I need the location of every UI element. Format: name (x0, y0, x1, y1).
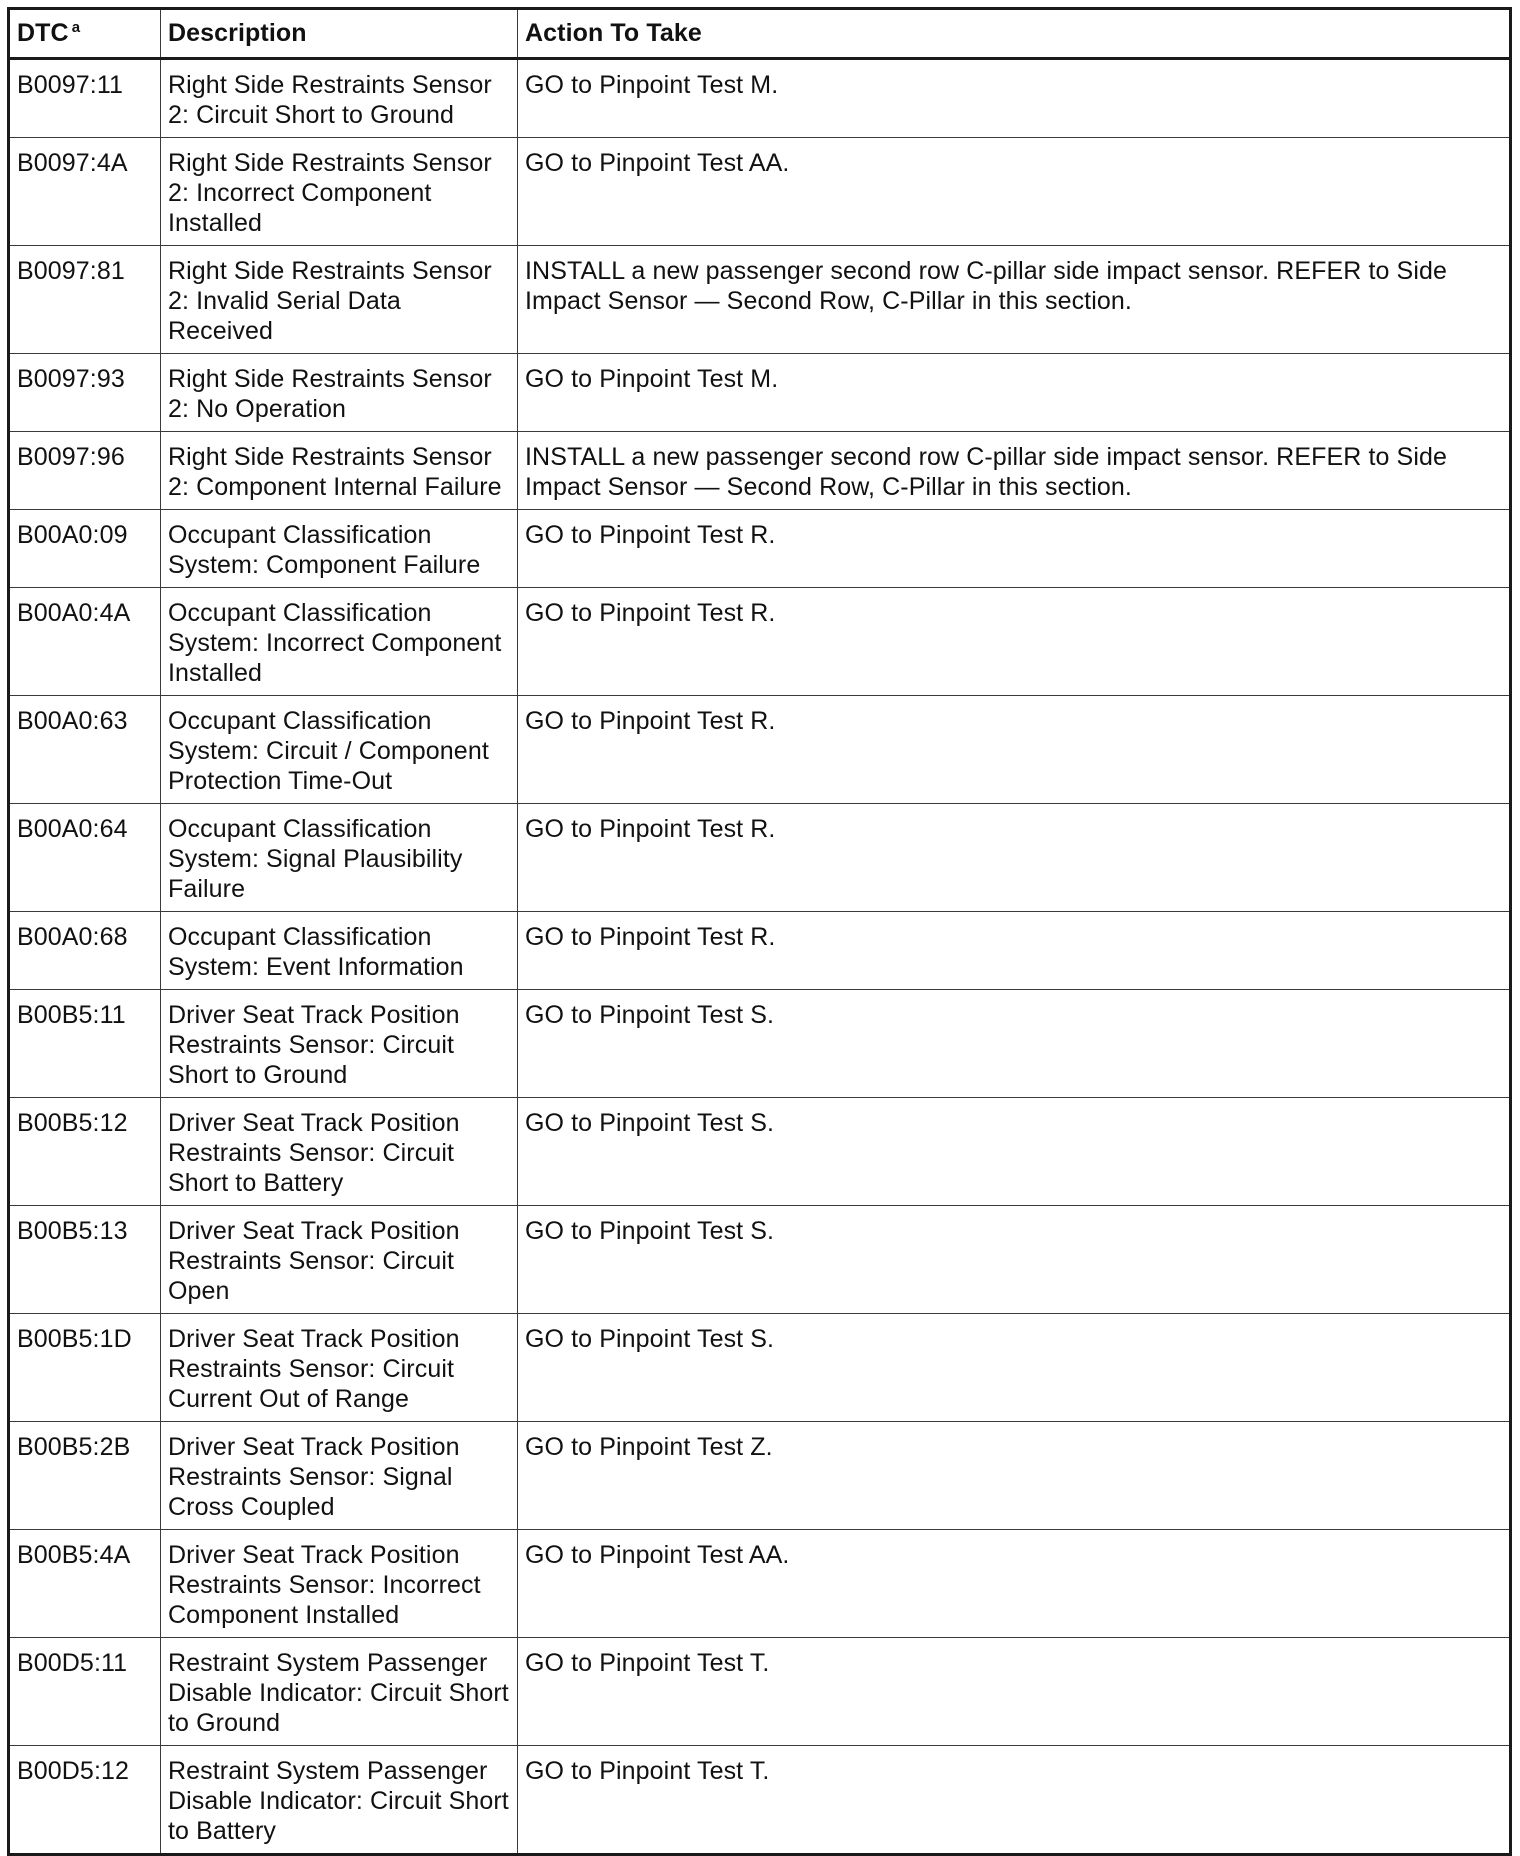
dtc-action: GO to Pinpoint Test R. (518, 804, 1511, 912)
dtc-code: B00B5:1D (9, 1314, 161, 1422)
dtc-code: B00B5:12 (9, 1098, 161, 1206)
header-row (9, 9, 1511, 59)
dtc-action: GO to Pinpoint Test R. (518, 588, 1511, 696)
dtc-code: B00B5:4A (9, 1530, 161, 1638)
dtc-code: B00A0:09 (9, 510, 161, 588)
dtc-action: INSTALL a new passenger second row C-pillar side impact sensor. REFER to Side Impact Sensor — Second Row, C-Pillar in this section. (518, 246, 1511, 354)
dtc-action: GO to Pinpoint Test S. (518, 1206, 1511, 1314)
dtc-description: Right Side Restraints Sensor 2: Component Internal Failure (161, 432, 518, 510)
header-description: Description (161, 9, 518, 59)
dtc-code: B00A0:63 (9, 696, 161, 804)
dtc-action: GO to Pinpoint Test R. (518, 912, 1511, 990)
dtc-code: B00B5:11 (9, 990, 161, 1098)
table-row (9, 1746, 1511, 1855)
dtc-description: Driver Seat Track Position Restraints Sensor: Circuit Short to Ground (161, 990, 518, 1098)
dtc-code: B00D5:12 (9, 1746, 161, 1855)
dtc-action: GO to Pinpoint Test S. (518, 1314, 1511, 1422)
dtc-action: GO to Pinpoint Test M. (518, 59, 1511, 138)
dtc-action: GO to Pinpoint Test M. (518, 354, 1511, 432)
table-row (9, 1098, 1511, 1206)
dtc-code: B0097:96 (9, 432, 161, 510)
dtc-code: B0097:4A (9, 138, 161, 246)
dtc-action: GO to Pinpoint Test AA. (518, 1530, 1511, 1638)
dtc-action: GO to Pinpoint Test R. (518, 510, 1511, 588)
dtc-description: Right Side Restraints Sensor 2: Incorrect Component Installed (161, 138, 518, 246)
table-row (9, 912, 1511, 990)
table-row (9, 432, 1511, 510)
dtc-description: Restraint System Passenger Disable Indicator: Circuit Short to Ground (161, 1638, 518, 1746)
table-row (9, 588, 1511, 696)
dtc-action: GO to Pinpoint Test T. (518, 1638, 1511, 1746)
dtc-description: Right Side Restraints Sensor 2: Invalid Serial Data Received (161, 246, 518, 354)
table-row (9, 1638, 1511, 1746)
dtc-action: GO to Pinpoint Test AA. (518, 138, 1511, 246)
dtc-description: Driver Seat Track Position Restraints Sensor: Signal Cross Coupled (161, 1422, 518, 1530)
dtc-description: Right Side Restraints Sensor 2: Circuit Short to Ground (161, 59, 518, 138)
table-row (9, 990, 1511, 1098)
dtc-code: B00A0:64 (9, 804, 161, 912)
header-dtc-label: DTC (17, 19, 69, 47)
dtc-description: Driver Seat Track Position Restraints Sensor: Circuit Open (161, 1206, 518, 1314)
dtc-description: Driver Seat Track Position Restraints Sensor: Circuit Current Out of Range (161, 1314, 518, 1422)
dtc-description: Occupant Classification System: Signal Plausibility Failure (161, 804, 518, 912)
table-row (9, 804, 1511, 912)
dtc-description: Occupant Classification System: Component Failure (161, 510, 518, 588)
dtc-action: GO to Pinpoint Test R. (518, 696, 1511, 804)
dtc-description: Occupant Classification System: Circuit / Component Protection Time-Out (161, 696, 518, 804)
table-row (9, 1314, 1511, 1422)
dtc-description: Driver Seat Track Position Restraints Sensor: Incorrect Component Installed (161, 1530, 518, 1638)
table-row (9, 1422, 1511, 1530)
table-row (9, 1206, 1511, 1314)
dtc-table (7, 7, 1512, 1856)
table-row (9, 246, 1511, 354)
dtc-code: B00B5:2B (9, 1422, 161, 1530)
dtc-action: INSTALL a new passenger second row C-pillar side impact sensor. REFER to Side Impact Sensor — Second Row, C-Pillar in this section. (518, 432, 1511, 510)
dtc-code: B00A0:68 (9, 912, 161, 990)
dtc-code: B00A0:4A (9, 588, 161, 696)
dtc-code: B0097:93 (9, 354, 161, 432)
dtc-description: Occupant Classification System: Incorrect Component Installed (161, 588, 518, 696)
table-row (9, 696, 1511, 804)
dtc-description: Right Side Restraints Sensor 2: No Operation (161, 354, 518, 432)
table-row (9, 510, 1511, 588)
dtc-code: B00D5:11 (9, 1638, 161, 1746)
dtc-code: B0097:81 (9, 246, 161, 354)
dtc-action: GO to Pinpoint Test T. (518, 1746, 1511, 1855)
header-action: Action To Take (518, 9, 1511, 59)
dtc-description: Occupant Classification System: Event Information (161, 912, 518, 990)
dtc-description: Restraint System Passenger Disable Indicator: Circuit Short to Battery (161, 1746, 518, 1855)
dtc-code: B0097:11 (9, 59, 161, 138)
table-row (9, 1530, 1511, 1638)
dtc-description: Driver Seat Track Position Restraints Sensor: Circuit Short to Battery (161, 1098, 518, 1206)
header-dtc-footnote: a (71, 19, 81, 36)
dtc-action: GO to Pinpoint Test S. (518, 1098, 1511, 1206)
dtc-code: B00B5:13 (9, 1206, 161, 1314)
table-row (9, 138, 1511, 246)
header-dtc (9, 9, 161, 59)
table-row (9, 354, 1511, 432)
dtc-action: GO to Pinpoint Test Z. (518, 1422, 1511, 1530)
table-row (9, 59, 1511, 138)
dtc-action: GO to Pinpoint Test S. (518, 990, 1511, 1098)
